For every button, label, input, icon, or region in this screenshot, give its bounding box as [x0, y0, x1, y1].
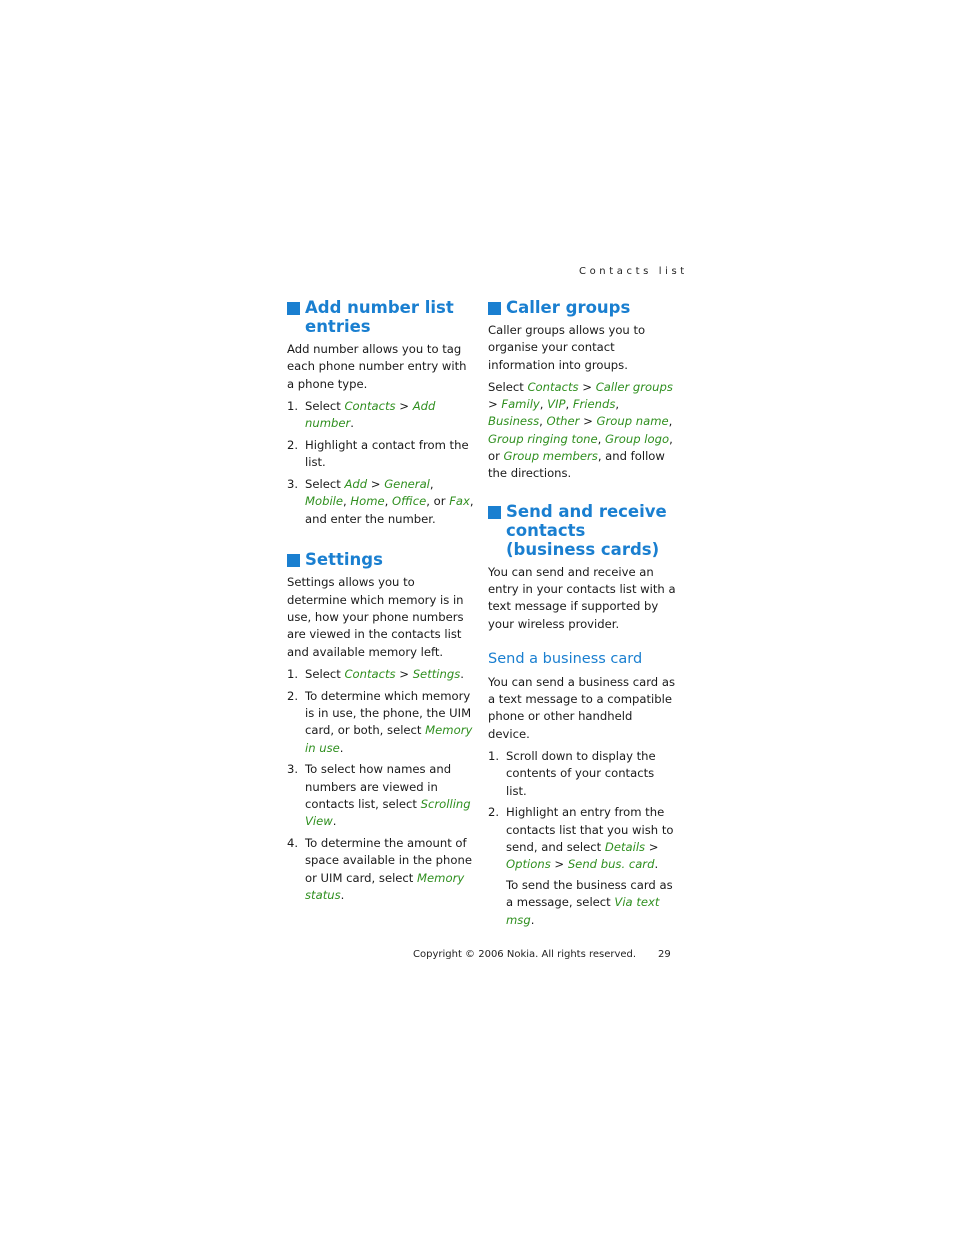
right-column	[488, 298, 676, 934]
settings-steps	[287, 666, 475, 904]
heading-square-icon	[488, 506, 501, 519]
footer-copyright: Copyright © 2006 Nokia. All rights reserved.	[413, 949, 637, 960]
list-item: 1. Select Contacts > Add number.	[287, 398, 436, 431]
add-number-intro: Add number allows you to tag each phone number entry with a phone type.	[287, 342, 467, 391]
heading-square-icon	[488, 302, 501, 315]
section-title-send-receive: Send and receive contacts (business cards)	[488, 502, 676, 559]
list-item: 1. Select Contacts > Settings.	[287, 666, 464, 681]
caller-groups-intro: Caller groups allows you to organise your contact information into groups.	[488, 323, 646, 372]
settings-intro: Settings allows you to determine which memory is in use, how your phone numbers are viewed in the contacts list and available memory left.	[287, 575, 464, 659]
running-head: Contacts list	[579, 266, 688, 277]
send-business-card-steps	[488, 748, 676, 874]
caller-groups-instructions: Select Contacts > Caller groups > Family, VIP, Friends, Business, Other > Group name, Group ringing tone, Group logo, or Group members, and follow the directions.	[488, 379, 673, 481]
list-item: 3. To select how names and numbers are viewed in contacts list, select Scrolling View.	[287, 762, 471, 829]
send-receive-intro: You can send and receive an entry in your contacts list with a text message if supported by your wireless provider.	[488, 564, 676, 631]
list-item: 4. To determine the amount of space available in the phone or UIM card, select Memory status.	[287, 836, 472, 903]
send-business-card-note: To send the business card as a message, select Via text msg.	[506, 878, 673, 927]
heading-square-icon	[287, 554, 300, 567]
heading-square-icon	[287, 302, 300, 315]
add-number-steps	[287, 398, 475, 528]
left-column	[287, 298, 475, 909]
list-item: 2. To determine which memory is in use, the phone, the UIM card, or both, select Memory in use.	[287, 688, 473, 755]
send-business-card-intro: You can send a business card as a text message to a compatible phone or other handheld device.	[488, 674, 675, 741]
section-title-caller-groups: Caller groups	[488, 298, 676, 317]
section-title-settings: Settings	[287, 550, 475, 569]
list-item: 1. Scroll down to display the contents of your contacts list.	[488, 749, 656, 798]
list-item: 2. Highlight a contact from the list.	[287, 437, 469, 470]
subsection-title-send-business-card: Send a business card	[488, 650, 643, 667]
section-title-add-number: Add number list entries	[287, 298, 475, 336]
list-item: 3. Select Add > General, Mobile, Home, Office, or Fax, and enter the number.	[287, 477, 474, 526]
page-number: 29	[658, 949, 671, 960]
list-item: 2. Highlight an entry from the contacts list that you wish to send, and select Details > Options > Send bus. card.	[488, 805, 674, 872]
